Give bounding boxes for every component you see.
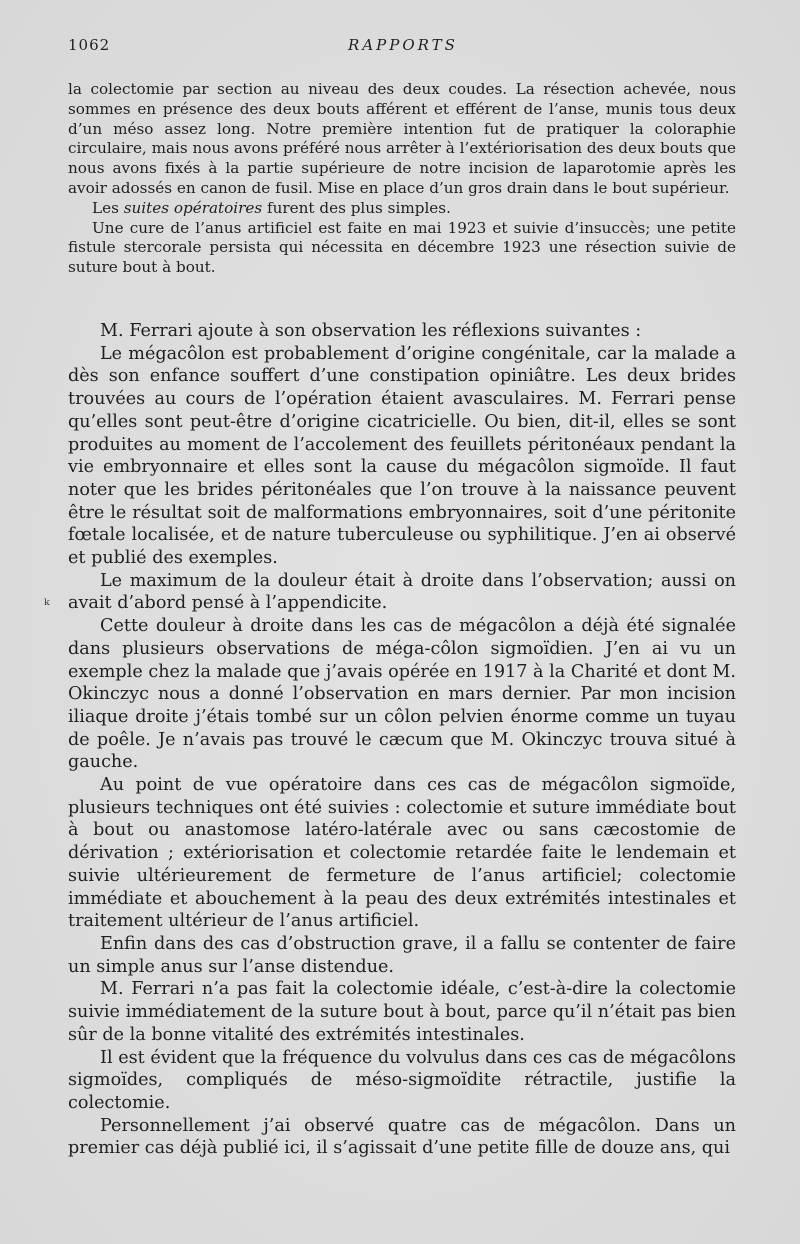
paragraph: Le maximum de la douleur était à droite dans l’observation; aussi on avait d’abord pensé à l’appendicite. (68, 570, 736, 614)
running-header (68, 36, 738, 58)
margin-mark: ᵏ (44, 596, 50, 614)
page-number: 1062 (68, 36, 111, 54)
paragraph: Enfin dans des cas d’obstruction grave, il a fallu se contenter de faire un simple anus sur l’anse distendue. (68, 933, 736, 977)
running-title: RAPPORTS (348, 36, 458, 54)
paragraph: Le mégacôlon est probablement d’origine congénitale, car la malade a dès son enfance souffert d’une constipation opiniâtre. Les deux brides trouvées au cours de l’opération étaient avasculaires. M. Ferrari pense qu’elles sont peut-être d’origine cicatricielle. Ou bien, dit-il, elles se sont produites au moment de l’accolement des feuillets péritonéaux pendant la vie embryonnaire et elles sont la cause du mégacôlon sigmoïde. Il faut noter que les brides péritonéales que l’on trouve à la naissance peuvent être le résultat soit de malformations embryonnaires, soit d’une péritonite fœtale localisée, et de nature tuberculeuse ou syphilitique. J’en ai observé et publié des exemples. (68, 343, 736, 569)
paragraph: Au point de vue opératoire dans ces cas de mégacôlon sigmoïde, plusieurs techniques ont été suivies : colectomie et suture immédiate bout à bout ou anastomose latéro-latérale avec ou sans cæcostomie de dérivation ; extériorisation et colectomie retardée faite le lendemain et suivie ultérieurement de fermeture de l’anus artificiel; colectomie immédiate et abouchement à la peau des deux extrémités intestinales et traitement ultérieur de l’anus artificiel. (68, 775, 736, 932)
case-report-text (68, 80, 736, 278)
paragraph: M. Ferrari n’a pas fait la colectomie idéale, c’est-à-dire la colectomie suivie immédiatement de la suture bout à bout, parce qu’il n’était pas bien sûr de la bonne vitalité des extrémités intestinales. (68, 979, 736, 1045)
paragraph: Il est évident que la fréquence du volvulus dans ces cas de mégacôlons sigmoïdes, compliqués de méso-sigmoïdite rétractile, justifie la colectomie. (68, 1047, 736, 1113)
paragraph: Cette douleur à droite dans les cas de mégacôlon a déjà été signalée dans plusieurs observations de méga-côlon sigmoïdien. J’en ai vu un exemple chez la malade que j’avais opérée en 1917 à la Charité et dont M. Okinczyc nous a donné l’observation en mars dernier. Par mon incision iliaque droite j’étais tombé sur un côlon pelvien énorme comme un tuyau de poêle. Je n’avais pas trouvé le cæcum que M. Okinczyc trouva situé à gauche. (68, 616, 736, 773)
paragraph: Une cure de l’anus artificiel est faite en mai 1923 et suivie d’insuccès; une petite fistule stercorale persista qui nécessita en décembre 1923 une résection suivie de suture bout à bout. (68, 218, 736, 277)
commentary-text (68, 320, 736, 1160)
paragraph: Personnellement j’ai observé quatre cas de mégacôlon. Dans un premier cas déjà publié ici, il s’agissait d’une petite fille de douze ans, qui (68, 1115, 736, 1159)
italic-phrase: suites opératoires (123, 198, 263, 217)
paragraph: M. Ferrari ajoute à son observation les réflexions suivantes : (100, 321, 642, 341)
paragraph-suites: Les suites opératoires furent des plus simples. (92, 198, 451, 217)
paragraph: la colectomie par section au niveau des deux coudes. La résection achevée, nous sommes en présence des deux bouts afférent et efférent de l’anse, munis tous deux d’un méso assez long. Notre première intention fut de pratiquer la coloraphie circulaire, mais nous avons préféré nous arrêter à l’extériorisation des deux bouts que nous avons fixés à la partie supérieure de notre incision de laparotomie après les avoir adossés en canon de fusil. Mise en place d’un gros drain dans le bout supérieur. (68, 80, 736, 197)
